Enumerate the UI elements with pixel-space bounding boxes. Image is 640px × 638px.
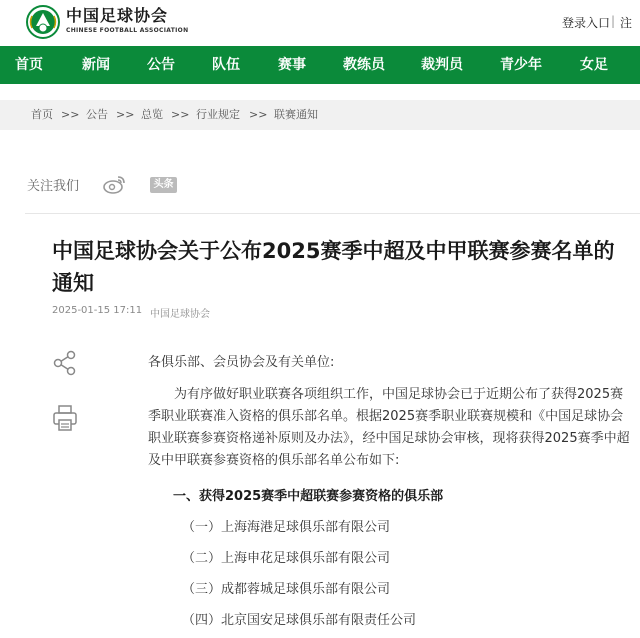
print-icon[interactable]: [52, 404, 78, 432]
brand[interactable]: [66, 6, 188, 35]
breadcrumb-item-notices[interactable]: 公告: [86, 108, 108, 121]
club-list-item: （一）上海海港足球俱乐部有限公司: [182, 520, 391, 535]
breadcrumb-item-league-notices[interactable]: 联赛通知: [274, 108, 318, 121]
club-list-item: （四）北京国安足球俱乐部有限责任公司: [182, 613, 417, 628]
nav-item-home[interactable]: 首页: [15, 57, 43, 73]
breadcrumb-item-rules[interactable]: 行业规定: [196, 108, 240, 121]
nav-item-coaches[interactable]: 教练员: [343, 57, 385, 73]
article-paragraph: 为有序做好职业联赛各项组织工作，中国足球协会已于近期公布了获得2025赛季职业联赛准入资格的俱乐部名单。根据2025赛季职业联赛规模和《中国足球协会职业联赛参赛资格递补原则及办法》，经中国足球协会审核，现将获得2025赛季中超及中甲联赛参赛资格的俱乐部名单公布如下:: [148, 387, 630, 468]
toutiao-button[interactable]: 头条: [150, 177, 177, 193]
brand-name: 中国足球协会: [66, 6, 169, 25]
nav-item-youth[interactable]: 青少年: [500, 57, 542, 73]
club-list-item: （二）上海申花足球俱乐部有限公司: [182, 551, 391, 566]
breadcrumb-separator: >>: [116, 108, 135, 121]
breadcrumb-item-overview[interactable]: 总览: [141, 108, 163, 121]
nav-item-teams[interactable]: 队伍: [212, 57, 240, 73]
nav-item-referees[interactable]: 裁判员: [421, 57, 463, 73]
article-greeting: 各俱乐部、会员协会及有关单位:: [148, 355, 335, 370]
login-link[interactable]: 登录入口: [562, 16, 611, 30]
article-source: 中国足球协会: [150, 309, 210, 320]
nav-item-news[interactable]: 新闻: [82, 57, 110, 73]
nav-item-events[interactable]: 赛事: [278, 57, 306, 73]
cfa-logo-icon[interactable]: [26, 5, 60, 39]
nav-item-notices[interactable]: 公告: [147, 57, 175, 73]
article-title: 中国足球协会关于公布2025赛季中超及中甲联赛参赛名单的通知: [52, 239, 615, 295]
section-heading: 一、获得2025赛季中超联赛参赛资格的俱乐部: [173, 489, 444, 504]
brand-name-en: CHINESE FOOTBALL ASSOCIATION: [66, 27, 189, 34]
follow-label: 关注我们: [27, 179, 80, 194]
club-list-item: （三）成都蓉城足球俱乐部有限公司: [182, 582, 391, 597]
top-header: [0, 0, 640, 46]
register-link[interactable]: 注: [620, 16, 633, 30]
separator: |: [611, 14, 616, 28]
weibo-icon[interactable]: [103, 174, 127, 194]
divider: [25, 213, 640, 214]
nav-item-women[interactable]: 女足: [580, 57, 608, 73]
breadcrumb-item-home[interactable]: 首页: [31, 108, 53, 121]
main-nav: [0, 46, 640, 84]
breadcrumb: [0, 100, 640, 130]
breadcrumb-separator: >>: [61, 108, 80, 121]
breadcrumb-separator: >>: [171, 108, 190, 121]
share-icon[interactable]: [52, 350, 78, 376]
breadcrumb-separator: >>: [249, 108, 268, 121]
article-date: 2025-01-15 17:11: [52, 305, 143, 316]
